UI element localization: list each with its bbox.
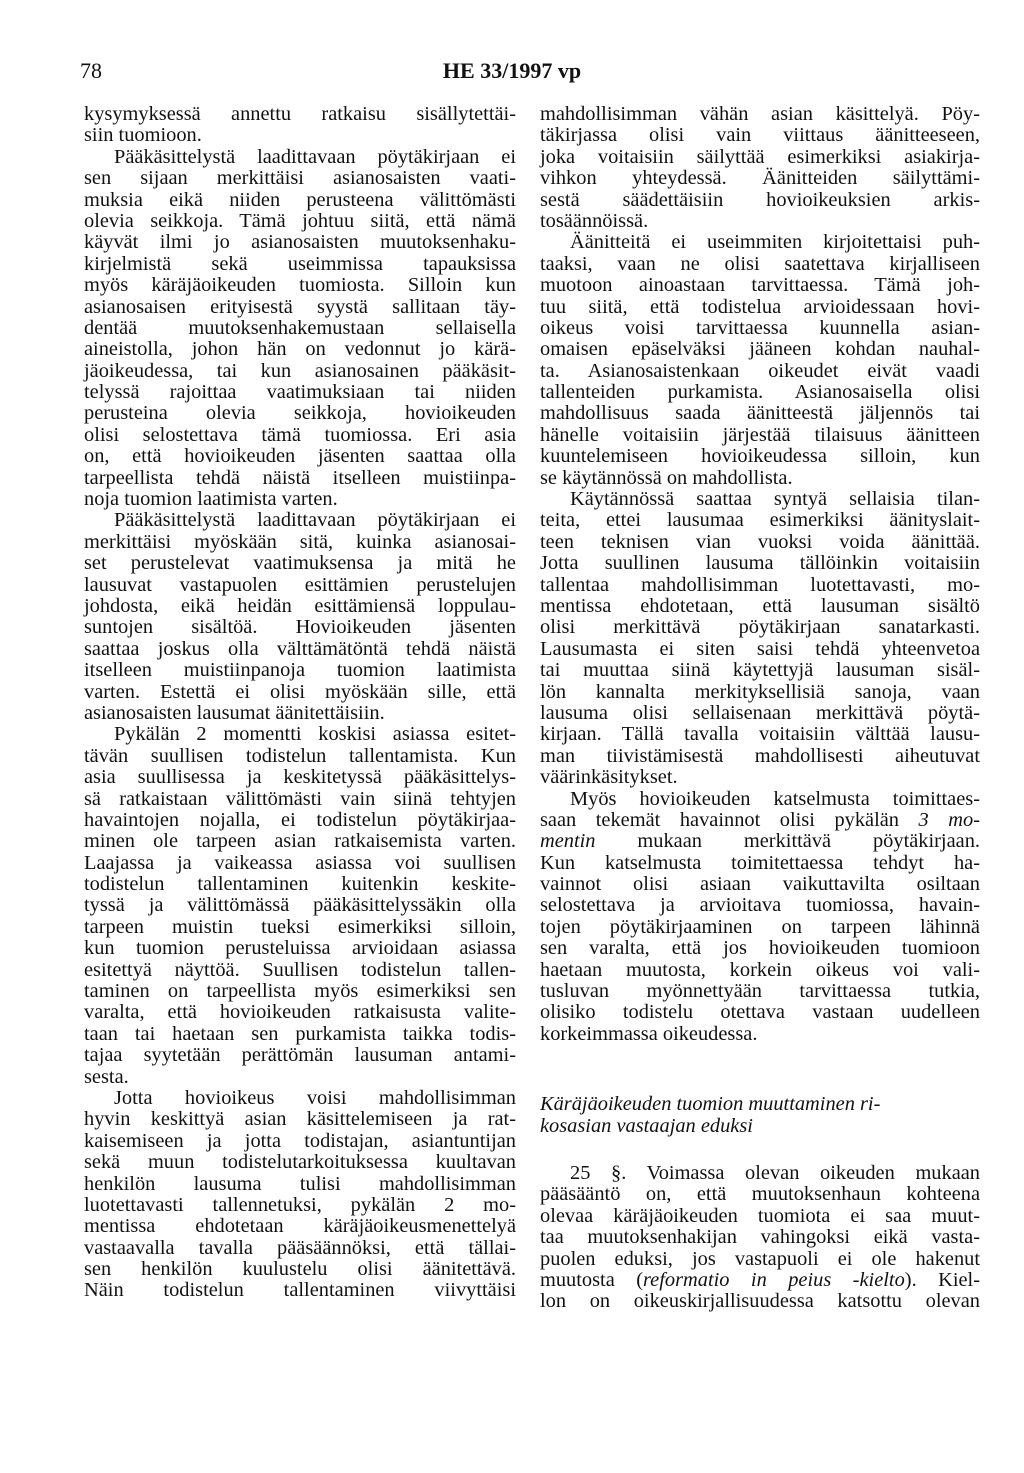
text-line: telyssä rajoittaa vaatimuksiaan tai niiden xyxy=(84,381,516,404)
text-line: itselleen muistiinpanoja tuomion laatimista xyxy=(84,659,516,682)
text-line: sen sijaan merkittäisi asianosaisten vaati- xyxy=(84,167,516,190)
text-line: Laajassa ja vaikeassa asiassa voi suullisen xyxy=(84,851,516,874)
text-line: muksia eikä niiden perusteena välittömästi xyxy=(84,188,516,211)
text-line: taan tai haetaan sen purkamista taikka todis- xyxy=(84,1022,516,1045)
text-line: sä ratkaistaan välittömästi vain siinä tehtyjen xyxy=(84,787,516,810)
running-head: HE 33/1997 vp xyxy=(442,58,582,83)
text-line: mahdollisimman vähän asian käsittelyä. Pöy- xyxy=(540,103,980,125)
text-line: esitettyä näyttöä. Suullisen todistelun tallen- xyxy=(84,958,516,981)
text-line: kirjaan. Tällä tavalla voitaisiin välttää lausu- xyxy=(540,723,980,746)
text-line: sen henkilön kuulustelu olisi äänitettävä. xyxy=(84,1258,516,1281)
text-line: havaintojen nojalla, ei todistelun pöytäkirjaa- xyxy=(84,808,516,831)
text-line: johdosta, eikä heidän esittämiensä loppulau- xyxy=(84,594,516,617)
text-line: todistelun tallentaminen kuitenkin keskite- xyxy=(84,873,516,896)
text-line: jäoikeudessa, tai kun asianosainen pääkäsit- xyxy=(84,359,516,382)
text-line: tuu siitä, että todistelua arvioidessaan hovi- xyxy=(540,295,980,318)
text-line: tallentaa mahdollisimman luotettavasti, mo- xyxy=(540,573,980,596)
text-line: lön kannalta merkityksellisiä sanoja, vaan xyxy=(540,680,980,703)
text-line: teen teknisen vian vuoksi voida äänittää. xyxy=(540,530,980,553)
text-line: siin tuomioon. xyxy=(84,124,202,147)
text-line: sesta. xyxy=(84,1065,129,1088)
text-line: omaisen epäselväksi jääneen kohdan nauhal- xyxy=(540,338,980,361)
text-line: Äänitteitä ei useimmiten kirjoitettaisi puh- xyxy=(570,231,980,254)
text-line: vastaavalla tavalla pääsäännöksi, että tällai- xyxy=(84,1236,516,1259)
paragraph-lines xyxy=(540,1163,980,1270)
text-line: kun tuomion perusteluissa arvioidaan asiassa xyxy=(84,937,516,960)
text-line: on, että hovioikeuden jäsenten saattaa olla xyxy=(84,445,516,468)
text-line: set perustelevat vaatimuksensa ja mitä he xyxy=(84,552,516,575)
text-line: varten. Estettä ei olisi myöskään sille, että xyxy=(84,680,516,703)
paragraph-25 xyxy=(540,1163,980,1313)
text-line: ta. Asianosaistenkaan oikeudet eivät vaadi xyxy=(540,359,980,382)
text-line: olevia seikkoja. Tämä johtuu siitä, että nämä xyxy=(84,209,516,232)
text-line: perusteina olevia seikkoja, hovioikeuden xyxy=(84,402,516,425)
left-column xyxy=(84,104,516,1302)
heading-line: Käräjäoikeuden tuomion muuttaminen ri- xyxy=(540,1093,881,1116)
text-line: aineistolla, johon hän on vedonnut jo kärä- xyxy=(84,338,516,361)
text-line: noja tuomion laatimista varten. xyxy=(84,488,338,511)
heading-line: kosasian vastaajan eduksi xyxy=(540,1114,753,1137)
text-line: hänelle voitaisiin järjestää tilaisuus äänitteen xyxy=(540,423,980,446)
text-line: mentin mukaan merkittävä pöytäkirjaan. xyxy=(540,830,980,853)
text-line: vihkon yhteydessä. Äänitteiden säilyttämi- xyxy=(540,167,980,190)
text-line: se käytännössä on mahdollista. xyxy=(540,466,793,489)
text-line: Lausumasta ei siten saisi tehdä yhteenvetoa xyxy=(540,637,980,660)
text-line: Jotta hovioikeus voisi mahdollisimman xyxy=(114,1086,516,1109)
text-line: muotoon ainoastaan tarvittaessa. Tämä joh- xyxy=(540,274,980,297)
text-line: olisiko todistelu otettava vastaan uudelleen xyxy=(540,1001,980,1024)
text-line: man tiivistämisestä mahdollisesti aiheutuvat xyxy=(540,744,980,767)
text-line: olevaa käräjäoikeuden tuomiota ei saa muut- xyxy=(540,1204,980,1227)
text-line: sestä säädettäisiin hovioikeuksien arkis- xyxy=(540,188,980,211)
text-line: pääsääntö on, että muutoksenhaun kohteena xyxy=(540,1183,980,1206)
text-line: suntojen sisältöä. Hovioikeuden jäsenten xyxy=(84,616,516,639)
text-line: Jotta suullinen lausuma tällöinkin voitaisiin xyxy=(540,552,980,575)
paragraph-katselmus xyxy=(540,789,980,1046)
text-line: henkilön lausuma tulisi mahdollisimman xyxy=(84,1172,516,1195)
text-line: joka voitaisiin säilyttää esimerkiksi asiakirja- xyxy=(540,145,980,168)
text-line: 25 §. Voimassa olevan oikeuden mukaan xyxy=(570,1161,980,1184)
text-line: Näin todistelun tallentaminen viivyttäisi xyxy=(84,1279,516,1302)
text-line: taa muutoksenhakijan vahingoksi eikä vasta- xyxy=(540,1226,980,1249)
text-line: oikeus voisi tarvittaessa kuunnella asian- xyxy=(540,316,980,339)
text-line: väärinkäsitykset. xyxy=(540,766,678,789)
text-line: puolen eduksi, jos vastapuoli ei ole hakenut xyxy=(540,1247,980,1270)
text-line: Kun katselmusta toimitettaessa tehdyt ha- xyxy=(540,851,980,874)
text-line: Pääkäsittelystä laadittavaan pöytäkirjaan ei xyxy=(114,509,516,532)
text-line: tyssä ja välittömässä pääkäsittelyssäkin olla xyxy=(84,894,516,917)
text-line: asianosaisen erityisestä syystä sallitaan täy- xyxy=(84,295,516,318)
text-line: mahdollisuus saada äänitteestä jäljennös tai xyxy=(540,402,980,425)
text-line: Käytännössä saattaa syntyä sellaisia tilan- xyxy=(570,488,980,511)
text-line: selostettava ja arvioitava tuomiossa, havain- xyxy=(540,894,980,917)
text-line: korkeimmassa oikeudessa. xyxy=(540,1022,758,1045)
right-column xyxy=(540,104,980,1313)
text-line: käyvät ilmi jo asianosaisten muutoksenhaku- xyxy=(84,231,516,254)
page-number: 78 xyxy=(80,58,102,83)
text-line: tävän suullisen todistelun tallentamista. Kun xyxy=(84,744,516,767)
text-line: tosäännöissä. xyxy=(540,209,649,232)
text-line: sekä muun todistelutarkoituksessa kuultavan xyxy=(84,1151,516,1174)
text-line: olisi merkittävä pöytäkirjaan sanatarkasti. xyxy=(540,616,980,639)
text-line: tarpeen muistin tueksi esimerkiksi silloin, xyxy=(84,915,516,938)
text-line: asianosaisten lausumat äänitettäisiin. xyxy=(84,701,385,724)
text-line: kaisemiseen ja jotta todistajan, asiantuntijan xyxy=(84,1129,516,1152)
text-line: varalta, että hovioikeuden ratkaisusta valite- xyxy=(84,1001,516,1024)
text-line: Pykälän 2 momentti koskisi asiassa esitet- xyxy=(114,723,516,746)
text-line: myös käräjäoikeuden tuomiosta. Silloin kun xyxy=(84,274,516,297)
text-line: kirjelmistä sekä useimmissa tapauksissa xyxy=(84,252,516,275)
text-line: vainnot olisi asiaan vaikuttavilta osiltaan xyxy=(540,873,980,896)
text-line: lausuma olisi sellaisenaan merkittävä pöytä- xyxy=(540,701,980,724)
text-line: kuuntelemiseen hovioikeudessa silloin, kun xyxy=(540,445,980,468)
text-line: haetaan muutosta, korkein oikeus voi vali- xyxy=(540,958,980,981)
text-line: tai muuttaa siinä käytettyjä lausuman sisäl- xyxy=(540,659,980,682)
text-line: tallenteiden purkamista. Asianosaisella olisi xyxy=(540,381,980,404)
text-line: saan tekemät havainnot olisi pykälän 3 mo- xyxy=(540,808,980,831)
text-line: tojen pöytäkirjaaminen on tarpeen lähinnä xyxy=(540,915,980,938)
text-line: merkittäisi myöskään sitä, kuinka asianosai- xyxy=(84,530,516,553)
paragraph-rest xyxy=(540,853,980,1024)
text-line: mentissa ehdotetaan käräjäoikeusmenettelyä xyxy=(84,1215,516,1238)
text-line: dentää muutoksenhakemustaan sellaisella xyxy=(84,316,516,339)
text-line: täkirjassa olisi vain viittaus äänitteeseen, xyxy=(540,124,980,147)
text-line: asia suullisessa ja keskitetyssä pääkäsittelys- xyxy=(84,766,516,789)
text-line: sen varalta, että jos hovioikeuden tuomioon xyxy=(540,937,980,960)
text-line: muutosta (reformatio in peius -kielto). Kiel- xyxy=(540,1268,981,1291)
section-heading xyxy=(540,1094,980,1137)
text-line: hyvin keskittyä asian käsittelemiseen ja rat- xyxy=(84,1108,516,1131)
text-line: lausuvat vastapuolen esittämien perustelujen xyxy=(84,573,516,596)
text-line: teita, ettei lausumaa esimerkiksi äänityslait- xyxy=(540,509,980,532)
text-line: Myös hovioikeuden katselmusta toimittaes- xyxy=(570,787,980,810)
text-line: tusluvan myönnettyään tarvittaessa tutkia, xyxy=(540,980,980,1003)
right-column-paragraphs xyxy=(540,104,980,789)
text-line: mentissa ehdotetaan, että lausuman sisältö xyxy=(540,594,980,617)
text-line: kysymyksessä annettu ratkaisu sisällytettäi- xyxy=(84,103,516,125)
text-line: tajaa syytetään perättömän lausuman antami- xyxy=(84,1044,516,1067)
text-line: Pääkäsittelystä laadittavaan pöytäkirjaan ei xyxy=(114,145,516,168)
text-line: taminen on tarpeellista myös esimerkiksi sen xyxy=(84,980,516,1003)
text-line: tarpeellista tehdä näistä itselleen muistiinpa- xyxy=(84,466,516,489)
text-line: taaksi, vaan ne olisi saatettava kirjalliseen xyxy=(540,252,980,275)
text-line: lon on oikeuskirjallisuudessa katsottu olevan xyxy=(540,1290,980,1313)
text-line: minen ole tarpeen asian ratkaisemista varten. xyxy=(84,830,516,853)
text-line: olisi selostettava tämä tuomiossa. Eri asia xyxy=(84,423,516,446)
text-line: luotettavasti tallennetuksi, pykälän 2 mo- xyxy=(84,1193,516,1216)
text-line: saattaa joskus olla välttämätöntä tehdä näistä xyxy=(84,637,516,660)
